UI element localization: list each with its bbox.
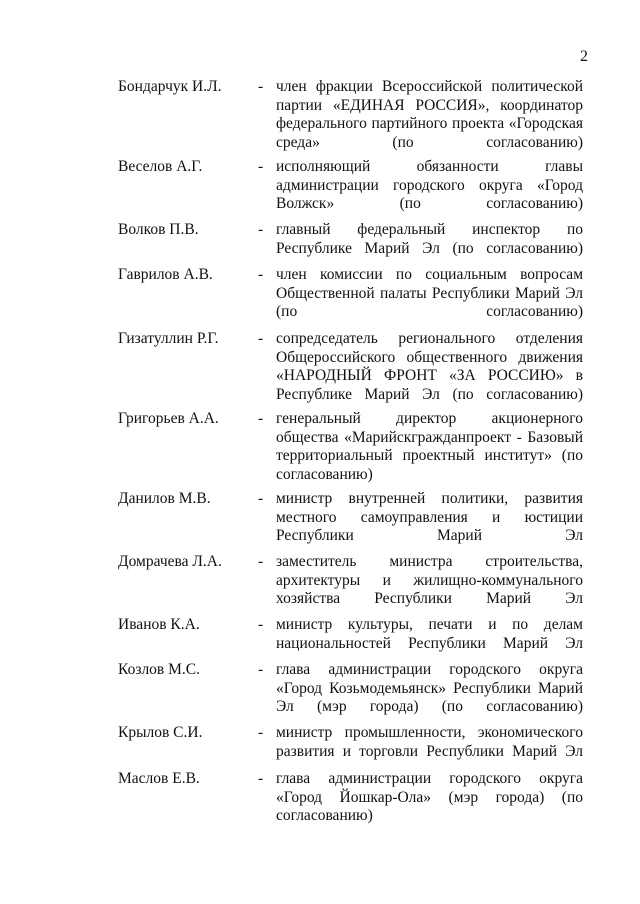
dash-separator: -	[258, 724, 264, 741]
member-role: заместитель министра строительства, архитектуры и жилищно-коммунального хозяйства Республики Марий Эл	[276, 553, 583, 608]
member-name: Бондарчук И.Л.	[118, 78, 222, 95]
member-name: Гаврилов А.В.	[118, 266, 213, 283]
dash-separator: -	[258, 661, 264, 678]
member-name: Крылов С.И.	[118, 724, 203, 741]
member-role: главный федеральный инспектор по Республике Марий Эл (по согласованию)	[276, 221, 583, 257]
dash-separator: -	[258, 330, 264, 347]
dash-separator: -	[258, 770, 264, 787]
dash-separator: -	[258, 410, 264, 427]
member-role: член комиссии по социальным вопросам Общественной палаты Республики Марий Эл (по согласованию)	[276, 266, 583, 321]
dash-separator: -	[258, 266, 264, 283]
page-number: 2	[580, 48, 588, 65]
member-role: министр внутренней политики, развития местного самоуправления и юстиции Республики Марий Эл	[276, 490, 583, 545]
member-name: Маслов Е.В.	[118, 770, 200, 787]
member-role: генеральный директор акционерного общества «Марийскгражданпроект - Базовый территориальный проектный институт» (по согласованию)	[276, 410, 583, 483]
member-role: глава администрации городского округа «Город Йошкар-Ола» (мэр города) (по согласованию)	[276, 770, 583, 825]
member-name: Григорьев А.А.	[118, 410, 219, 427]
member-role: исполняющий обязанности главы администрации городского округа «Город Волжск» (по согласованию)	[276, 158, 583, 213]
member-role: министр культуры, печати и по делам национальностей Республики Марий Эл	[276, 616, 583, 652]
member-name: Козлов М.С.	[118, 661, 200, 678]
member-name: Иванов К.А.	[118, 616, 200, 633]
dash-separator: -	[258, 158, 264, 175]
dash-separator: -	[258, 616, 264, 633]
member-role: министр промышленности, экономического развития и торговли Республики Марий Эл	[276, 724, 583, 760]
dash-separator: -	[258, 221, 264, 238]
member-name: Веселов А.Г.	[118, 158, 203, 175]
member-name: Волков П.В.	[118, 221, 199, 238]
dash-separator: -	[258, 490, 264, 507]
member-name: Гизатуллин Р.Г.	[118, 330, 219, 347]
member-name: Данилов М.В.	[118, 490, 211, 507]
member-name: Домрачева Л.А.	[118, 553, 222, 570]
member-role: сопредседатель регионального отделения Общероссийского общественного движения «НАРОДНЫЙ ФРОНТ «ЗА РОССИЮ» в Республике Марий Эл (по согласованию)	[276, 330, 583, 403]
dash-separator: -	[258, 78, 264, 95]
member-role: глава администрации городского округа «Город Козьмодемьянск» Республики Марий Эл (мэр города) (по согласованию)	[276, 661, 583, 716]
dash-separator: -	[258, 553, 264, 570]
member-role: член фракции Всероссийской политической партии «ЕДИНАЯ РОССИЯ», координатор федерального партийного проекта «Городская среда» (по согласованию)	[276, 78, 583, 151]
